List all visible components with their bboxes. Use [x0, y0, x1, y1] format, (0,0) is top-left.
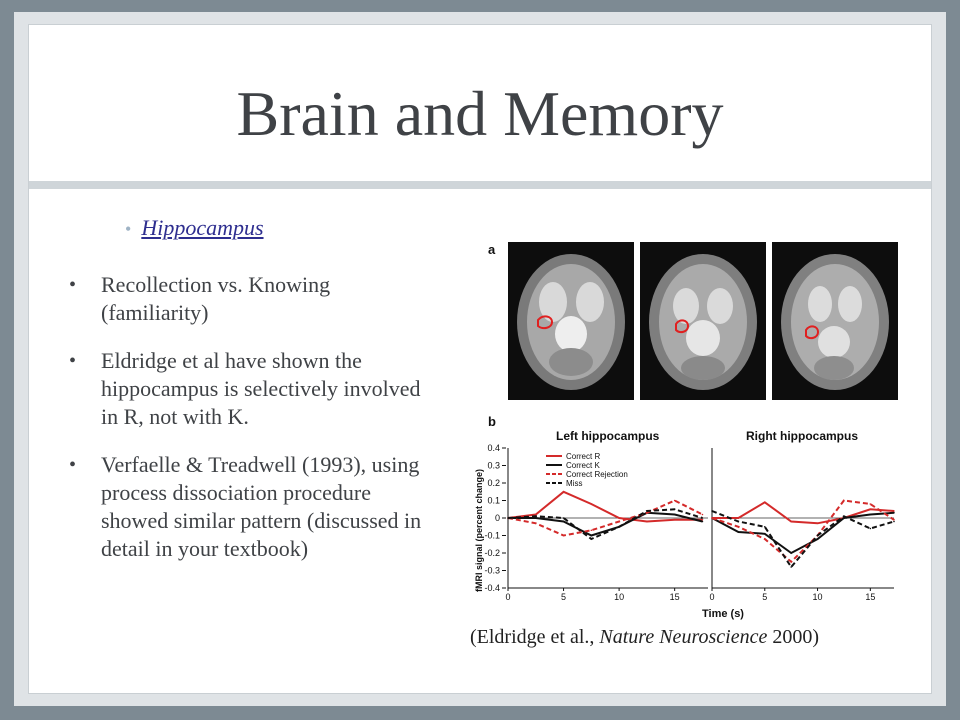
panel-a-label: a — [488, 242, 496, 257]
x-tick-label: 0 — [505, 592, 511, 602]
y-tick-label: 0.2 — [487, 478, 500, 488]
x-tick-label: 15 — [865, 592, 876, 602]
data-point — [563, 521, 565, 523]
data-point — [674, 519, 676, 521]
data-point — [618, 526, 620, 528]
data-point — [591, 538, 593, 540]
bullet-item-recollection: • Recollection vs. Knowing (familiarity) — [63, 271, 443, 327]
hippocampus-link-item — [125, 215, 264, 241]
data-point — [738, 531, 740, 533]
brain-scan-1 — [508, 242, 634, 400]
caption-suffix: 2000) — [767, 626, 819, 648]
data-point — [893, 521, 895, 523]
right-plot-title: Right hippocampus — [746, 429, 858, 443]
data-point — [893, 510, 895, 512]
data-point — [702, 519, 704, 521]
data-point — [738, 521, 740, 523]
series-line-correct-r — [508, 492, 702, 522]
y-axis-label: fMRI signal (percent change) — [474, 468, 484, 592]
data-point — [870, 514, 872, 516]
data-point — [646, 510, 648, 512]
data-point — [764, 538, 766, 540]
data-point — [764, 501, 766, 503]
x-axis-label: Time (s) — [702, 608, 744, 620]
data-point — [535, 522, 537, 524]
data-point — [738, 526, 740, 528]
left-plot-title: Left hippocampus — [556, 429, 660, 443]
data-point — [893, 512, 895, 514]
y-tick-label: -0.1 — [484, 530, 500, 541]
x-tick-label: 15 — [669, 592, 680, 602]
data-point — [674, 508, 676, 510]
legend-label: Miss — [566, 479, 583, 488]
bullet-list — [63, 271, 443, 583]
data-point — [618, 521, 620, 523]
data-point — [646, 521, 648, 523]
data-point — [702, 514, 704, 516]
data-point — [711, 517, 713, 519]
bullet-dot-icon: • — [125, 219, 132, 239]
bullet-item-verfaelle: • Verfaelle & Treadwell (1993), using process dissociation procedure showed similar pattern (discussed in detail in your textbook) — [63, 451, 443, 563]
figure — [446, 228, 896, 620]
data-point — [764, 526, 766, 528]
data-point — [817, 522, 819, 524]
data-point — [790, 552, 792, 554]
y-tick-label: -0.4 — [484, 583, 500, 593]
data-point — [738, 517, 740, 519]
x-tick-label: 5 — [561, 592, 567, 602]
data-point — [563, 517, 565, 519]
data-point — [711, 510, 713, 512]
x-tick-label: 5 — [762, 592, 768, 602]
data-point — [563, 491, 565, 493]
y-tick-label: -0.2 — [484, 548, 500, 558]
data-point — [591, 529, 593, 531]
data-point — [790, 561, 792, 563]
data-point — [646, 512, 648, 514]
x-tick-label: 10 — [812, 592, 823, 602]
data-point — [843, 515, 845, 517]
slide-title: Brain and Memory — [236, 78, 724, 149]
data-point — [535, 517, 537, 519]
title-area — [29, 25, 931, 181]
data-point — [870, 528, 872, 530]
series-line-correct-r — [712, 502, 894, 523]
line-chart — [446, 420, 896, 620]
legend-label: Correct R — [566, 452, 601, 461]
data-point — [618, 517, 620, 519]
brain-scan-2 — [640, 242, 766, 400]
y-tick-label: 0.4 — [487, 443, 500, 453]
data-point — [591, 535, 593, 537]
y-tick-label: -0.3 — [484, 565, 500, 576]
data-point — [870, 508, 872, 510]
legend-label: Correct K — [566, 461, 600, 470]
data-point — [535, 515, 537, 517]
legend-label: Correct Rejection — [566, 470, 628, 479]
y-tick-label: 0.1 — [487, 495, 500, 506]
data-point — [790, 521, 792, 523]
figure-caption — [470, 626, 819, 649]
brain-scan-3 — [772, 242, 898, 400]
data-point — [893, 519, 895, 521]
series-line-miss — [712, 511, 894, 567]
data-point — [817, 538, 819, 540]
data-point — [535, 514, 537, 516]
series-line-correct-k — [712, 513, 894, 553]
title-divider — [29, 181, 931, 189]
data-point — [870, 503, 872, 505]
data-point — [817, 535, 819, 537]
data-point — [702, 517, 704, 519]
panel-b-label: b — [488, 414, 496, 429]
data-point — [843, 500, 845, 502]
caption-prefix: (Eldridge et al., — [470, 626, 600, 648]
data-point — [507, 517, 509, 519]
bullet-item-eldridge: • Eldridge et al have shown the hippocampus is selectively involved in R, not with K. — [63, 347, 443, 431]
data-point — [674, 500, 676, 502]
y-tick-label: 0 — [494, 513, 500, 523]
caption-journal: Nature Neuroscience — [599, 626, 768, 648]
data-point — [563, 535, 565, 537]
data-point — [591, 503, 593, 505]
data-point — [764, 533, 766, 535]
x-tick-label: 0 — [709, 592, 715, 602]
x-tick-label: 10 — [614, 592, 625, 602]
hippocampus-link[interactable]: Hippocampus — [141, 215, 264, 240]
data-point — [674, 514, 676, 516]
data-point — [702, 521, 704, 523]
data-point — [790, 566, 792, 568]
y-tick-label: 0.3 — [487, 460, 500, 471]
